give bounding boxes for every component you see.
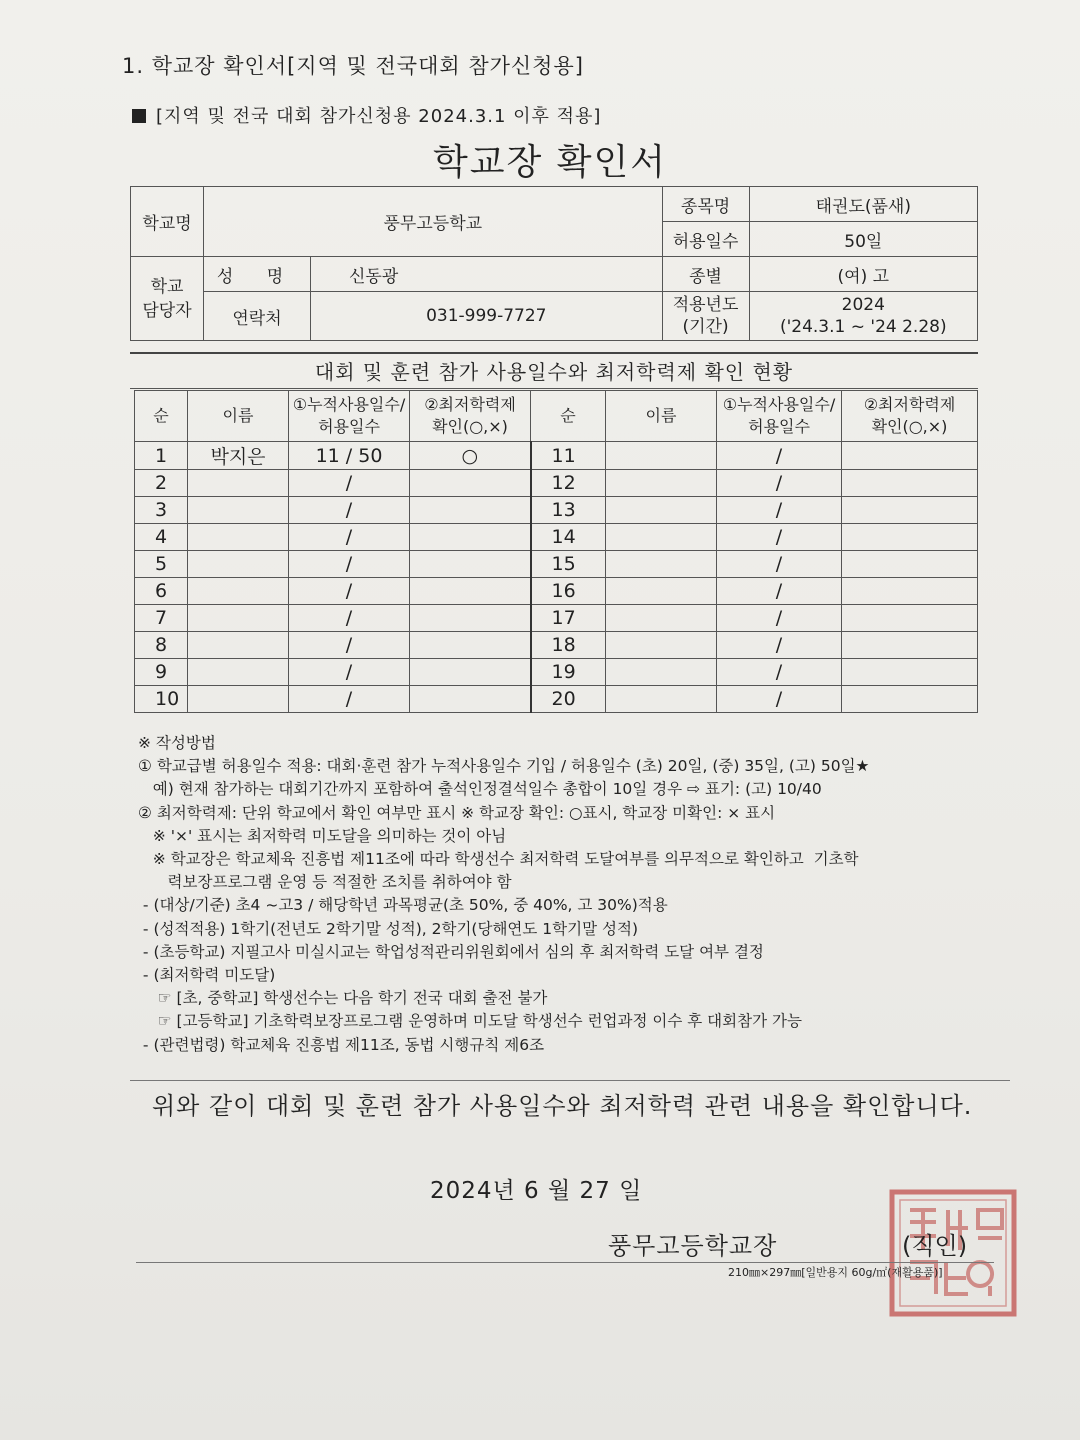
instruction-line: ☞ [초, 중학교] 학생선수는 다음 학기 전국 대회 출전 불가 <box>138 989 548 1008</box>
row-check <box>410 605 531 632</box>
row-number: 14 <box>531 524 606 551</box>
row-number: 9 <box>135 659 188 686</box>
row-name <box>606 686 717 713</box>
row-number: 18 <box>531 632 606 659</box>
row-number: 11 <box>531 442 606 470</box>
row-name <box>606 442 717 470</box>
row-days: / <box>717 659 842 686</box>
row-check <box>410 497 531 524</box>
row-check <box>842 632 978 659</box>
year-label: 적용년도 (기간) <box>662 292 749 341</box>
row-name <box>188 497 289 524</box>
row-check <box>842 686 978 713</box>
instruction-line: ※ 학교장은 학교체육 진흥법 제11조에 따라 학생선수 최저학력 도달여부를 의무적으로 확인하고 기초학 <box>138 850 859 869</box>
instruction-line: ☞ [고등학교] 기초학력보장프로그램 운영하며 미도달 학생선수 런업과정 이수 후 대회참가 가능 <box>138 1012 802 1031</box>
row-check <box>842 470 978 497</box>
row-number: 17 <box>531 605 606 632</box>
row-check <box>842 551 978 578</box>
school-value: 풍무고등학교 <box>204 187 663 257</box>
instruction-line: - (관련법령) 학교체육 진흥법 제11조, 동법 시행규칙 제6조 <box>138 1035 545 1054</box>
row-check <box>842 605 978 632</box>
period-value: ('24.3.1 ~ '24 2.28) <box>779 317 947 337</box>
writing-instructions <box>138 732 998 1057</box>
row-name <box>606 659 717 686</box>
row-name <box>606 524 717 551</box>
table-row <box>135 605 978 632</box>
row-check <box>410 524 531 551</box>
row-name <box>188 632 289 659</box>
row-number: 10 <box>135 686 188 713</box>
gender-value: (여) 고 <box>749 257 977 292</box>
row-number: 7 <box>135 605 188 632</box>
col-name-2: 이름 <box>606 391 717 442</box>
row-name <box>606 551 717 578</box>
row-number: 13 <box>531 497 606 524</box>
row-days: / <box>289 524 410 551</box>
event-value: 태권도(품새) <box>749 187 977 222</box>
col-no-2: 순 <box>531 391 606 442</box>
row-name <box>188 470 289 497</box>
school-label: 학교명 <box>131 187 204 257</box>
form-number-heading: 1. 학교장 확인서[지역 및 전국대회 참가신청용] <box>122 54 584 78</box>
row-check <box>410 551 531 578</box>
table-row <box>135 442 978 470</box>
row-days: / <box>289 605 410 632</box>
instruction-line: - (최저학력 미도달) <box>138 966 276 985</box>
row-name <box>606 578 717 605</box>
row-days: / <box>717 442 842 470</box>
row-number: 16 <box>531 578 606 605</box>
row-number: 19 <box>531 659 606 686</box>
row-number: 12 <box>531 470 606 497</box>
row-check <box>410 632 531 659</box>
school-info-table <box>130 186 978 341</box>
table-row <box>135 686 978 713</box>
table-row <box>135 524 978 551</box>
status-table <box>134 390 978 713</box>
instruction-line: ① 학교급별 허용일수 적용: 대회·훈련 참가 누적사용일수 기입 / 허용일수 (초) 20일, (중) 35일, (고) 50일★ <box>138 757 870 776</box>
row-check <box>410 578 531 605</box>
row-check <box>842 659 978 686</box>
year-cell <box>749 292 977 341</box>
instruction-line: ② 최저학력제: 단위 학교에서 확인 여부만 표시 ※ 학교장 확인: ○표시, 학교장 미확인: × 표시 <box>138 803 776 822</box>
col-days-2: ①누적사용일수/ 허용일수 <box>717 391 842 442</box>
gender-label: 종별 <box>662 257 749 292</box>
confirmation-statement: 위와 같이 대회 및 훈련 참가 사용일수와 최저학력 관련 내용을 확인합니다. <box>130 1080 1010 1127</box>
row-name <box>606 605 717 632</box>
table-row <box>135 578 978 605</box>
row-name <box>606 497 717 524</box>
row-days: / <box>289 497 410 524</box>
manager-label: 학교 담당자 <box>131 257 204 341</box>
row-number: 2 <box>135 470 188 497</box>
instruction-line: - (성적적용) 1학기(전년도 2학기말 성적), 2학기(당해연도 1학기말 성적) <box>138 919 638 938</box>
document-title: 학교장 확인서 <box>432 142 668 183</box>
row-number: 4 <box>135 524 188 551</box>
square-bullet-icon <box>132 109 146 123</box>
instruction-line: ※ '×' 표시는 최저학력 미도달을 의미하는 것이 아님 <box>138 826 507 845</box>
table-row <box>135 659 978 686</box>
row-number: 1 <box>135 442 188 470</box>
row-days: / <box>289 551 410 578</box>
row-number: 6 <box>135 578 188 605</box>
contact-value: 031-999-7727 <box>311 292 663 341</box>
row-number: 3 <box>135 497 188 524</box>
row-days: / <box>717 524 842 551</box>
status-rows <box>135 442 978 713</box>
table-row <box>135 470 978 497</box>
row-name <box>188 659 289 686</box>
footer-divider <box>136 1262 994 1263</box>
row-days: / <box>717 470 842 497</box>
applicability-note <box>132 102 601 128</box>
row-name <box>188 686 289 713</box>
seal-label: (직인) <box>902 1232 968 1260</box>
row-days: / <box>717 686 842 713</box>
row-days: / <box>717 497 842 524</box>
instruction-line: ※ 작성방법 <box>138 734 216 752</box>
row-days: / <box>289 578 410 605</box>
row-check <box>842 497 978 524</box>
row-check <box>842 524 978 551</box>
row-number: 20 <box>531 686 606 713</box>
row-name <box>188 578 289 605</box>
row-name <box>606 632 717 659</box>
contact-label: 연락처 <box>204 292 311 341</box>
row-days: / <box>717 551 842 578</box>
instruction-line: - (대상/기준) 초4 ~고3 / 해당학년 과목평균(초 50%, 중 40%, 고 30%)적용 <box>138 896 668 915</box>
status-section-title: 대회 및 훈련 참가 사용일수와 최저학력제 확인 현황 <box>130 352 978 389</box>
row-days: 11 / 50 <box>289 442 410 470</box>
row-check <box>410 686 531 713</box>
year-value: 2024 <box>841 295 885 315</box>
name-value: 신동광 <box>311 257 663 292</box>
col-days: ①누적사용일수/ 허용일수 <box>289 391 410 442</box>
row-check <box>842 442 978 470</box>
row-name: 박지은 <box>188 442 289 470</box>
row-number: 5 <box>135 551 188 578</box>
principal-title: 풍무고등학교장 <box>608 1232 778 1260</box>
applicability-text: [지역 및 전국 대회 참가신청용 2024.3.1 이후 적용] <box>156 106 602 127</box>
row-days: / <box>289 659 410 686</box>
row-check <box>842 578 978 605</box>
row-days: / <box>289 470 410 497</box>
row-check <box>410 470 531 497</box>
row-number: 15 <box>531 551 606 578</box>
name-label: 성 명 <box>204 257 311 292</box>
instruction-line: - (초등학교) 지필고사 미실시교는 학업성적관리위원회에서 심의 후 최저학력 도달 여부 결정 <box>138 942 764 961</box>
event-label: 종목명 <box>662 187 749 222</box>
row-check <box>410 659 531 686</box>
row-name <box>188 524 289 551</box>
table-row <box>135 497 978 524</box>
col-check-2: ②최저학력제 확인(○,×) <box>842 391 978 442</box>
row-number: 8 <box>135 632 188 659</box>
row-days: / <box>717 632 842 659</box>
row-days: / <box>717 578 842 605</box>
row-check: ○ <box>410 442 531 470</box>
row-name <box>606 470 717 497</box>
allowed-days-value: 50일 <box>749 222 977 257</box>
col-name: 이름 <box>188 391 289 442</box>
row-name <box>188 551 289 578</box>
row-days: / <box>289 686 410 713</box>
instruction-line: 예) 현재 참가하는 대회기간까지 포함하여 출석인정결석일수 총합이 10일 경우 ⇨ 표기: (고) 10/40 <box>138 780 822 799</box>
row-days: / <box>717 605 842 632</box>
table-row <box>135 632 978 659</box>
row-days: / <box>289 632 410 659</box>
row-name <box>188 605 289 632</box>
instruction-line: 력보장프로그램 운영 등 적절한 조치를 취하여야 함 <box>138 873 512 892</box>
table-row <box>135 551 978 578</box>
confirmation-date: 2024년 6 월 27 일 <box>430 1178 643 1204</box>
col-check: ②최저학력제 확인(○,×) <box>410 391 531 442</box>
allowed-days-label: 허용일수 <box>662 222 749 257</box>
col-no: 순 <box>135 391 188 442</box>
paper-spec: 210㎜×297㎜[일반용지 60g/㎡(재활용품)] <box>728 1266 943 1279</box>
